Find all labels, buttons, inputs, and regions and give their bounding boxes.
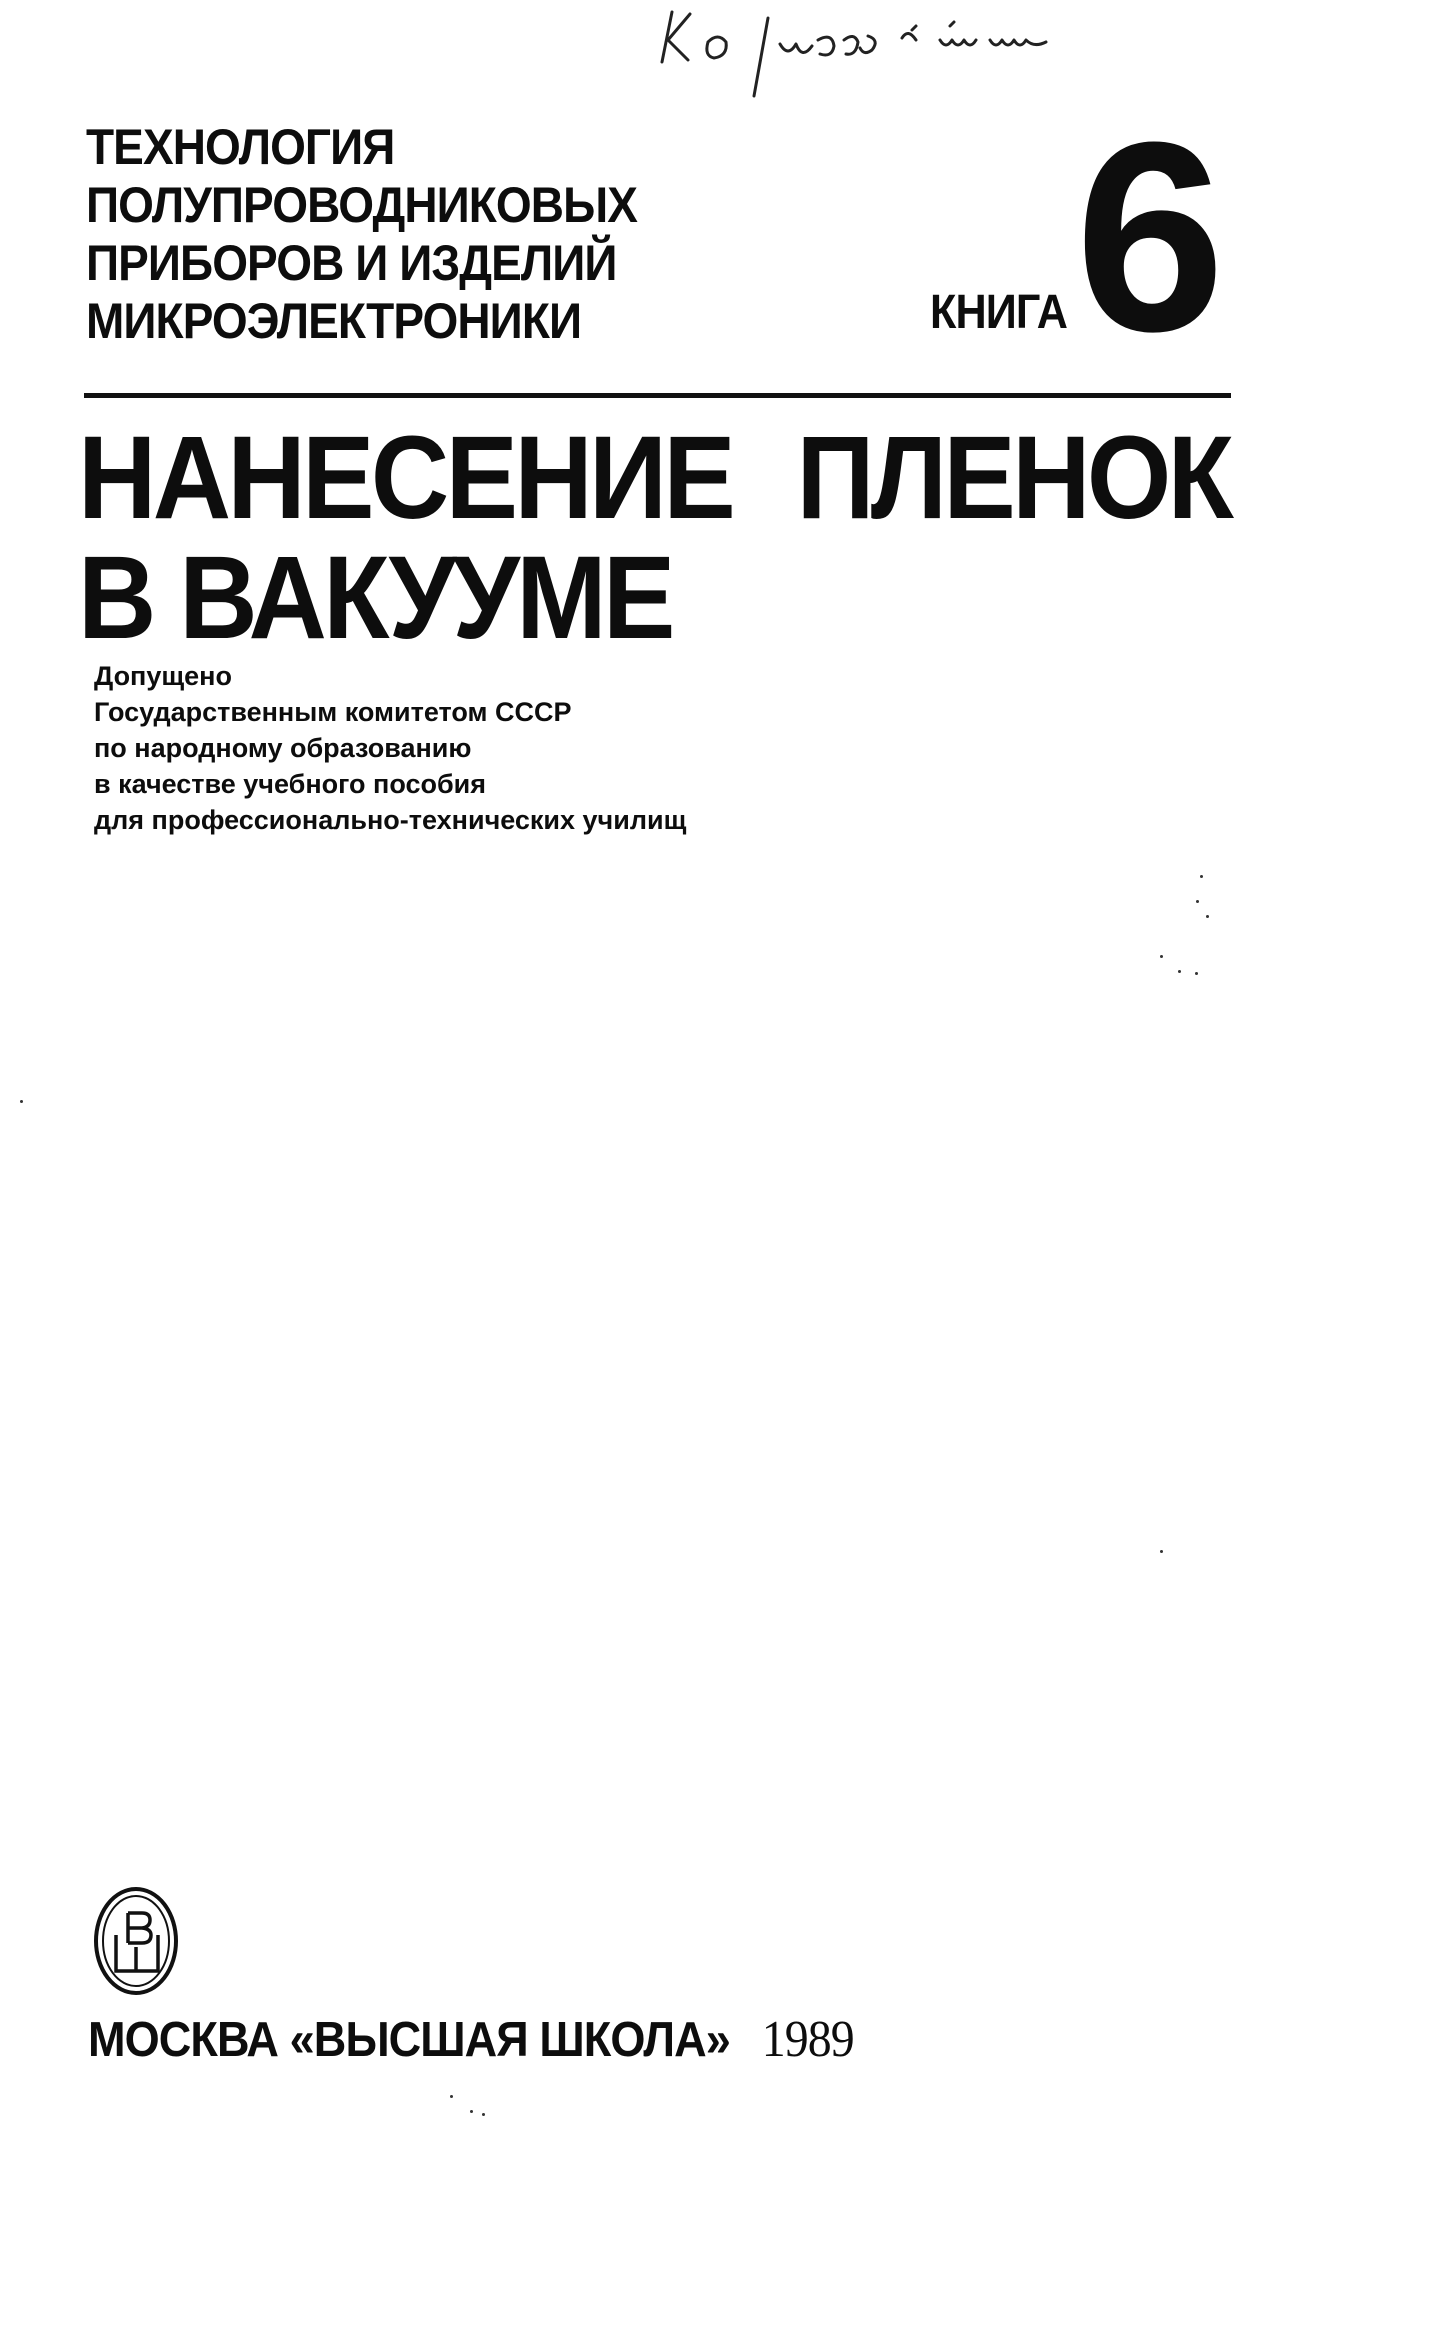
- scan-speck: [1196, 900, 1199, 903]
- book-title: [78, 412, 1231, 664]
- approval-line: для профессионально-технических училищ: [94, 805, 687, 835]
- title-word: НАНЕСЕНИЕ: [78, 412, 733, 544]
- approval-line: Государственным комитетом СССР: [94, 697, 572, 727]
- approval-line: в качестве учебного пособия: [94, 769, 486, 799]
- approval-notice: [94, 658, 686, 838]
- scan-speck: [1206, 915, 1209, 918]
- scan-speck: [1160, 1550, 1163, 1553]
- book-number: 6: [1075, 87, 1222, 388]
- series-line: ПОЛУПРОВОДНИКОВЫХ: [86, 177, 637, 233]
- approval-line: Допущено: [94, 661, 232, 691]
- scan-speck: [470, 2110, 473, 2113]
- scan-speck: [482, 2113, 485, 2116]
- title-word: ПЛЕНОК: [796, 412, 1231, 544]
- title-line-2: В ВАКУУМЕ: [78, 532, 672, 664]
- series-line: ПРИБОРОВ И ИЗДЕЛИЙ: [86, 235, 617, 291]
- scan-speck: [1160, 955, 1163, 958]
- publisher-logo: [88, 1885, 188, 2013]
- publication-year: 1989: [761, 2011, 854, 2068]
- publisher-name: «ВЫСШАЯ ШКОЛА»: [289, 2013, 730, 2067]
- series-title: [86, 118, 822, 350]
- scan-speck: [20, 1100, 23, 1103]
- book-label: КНИГА: [930, 286, 1068, 339]
- divider: [84, 393, 1231, 398]
- approval-line: по народному образованию: [94, 733, 472, 763]
- series-line: ТЕХНОЛОГИЯ: [86, 119, 395, 175]
- publisher-city: МОСКВА: [88, 2013, 279, 2067]
- scan-speck: [450, 2095, 453, 2098]
- title-line-1: [78, 412, 1231, 544]
- scan-speck: [1178, 970, 1181, 973]
- publisher-line: [88, 2010, 854, 2069]
- scan-speck: [1195, 972, 1198, 975]
- series-line: МИКРОЭЛЕКТРОНИКИ: [86, 293, 582, 349]
- scan-speck: [1200, 875, 1203, 878]
